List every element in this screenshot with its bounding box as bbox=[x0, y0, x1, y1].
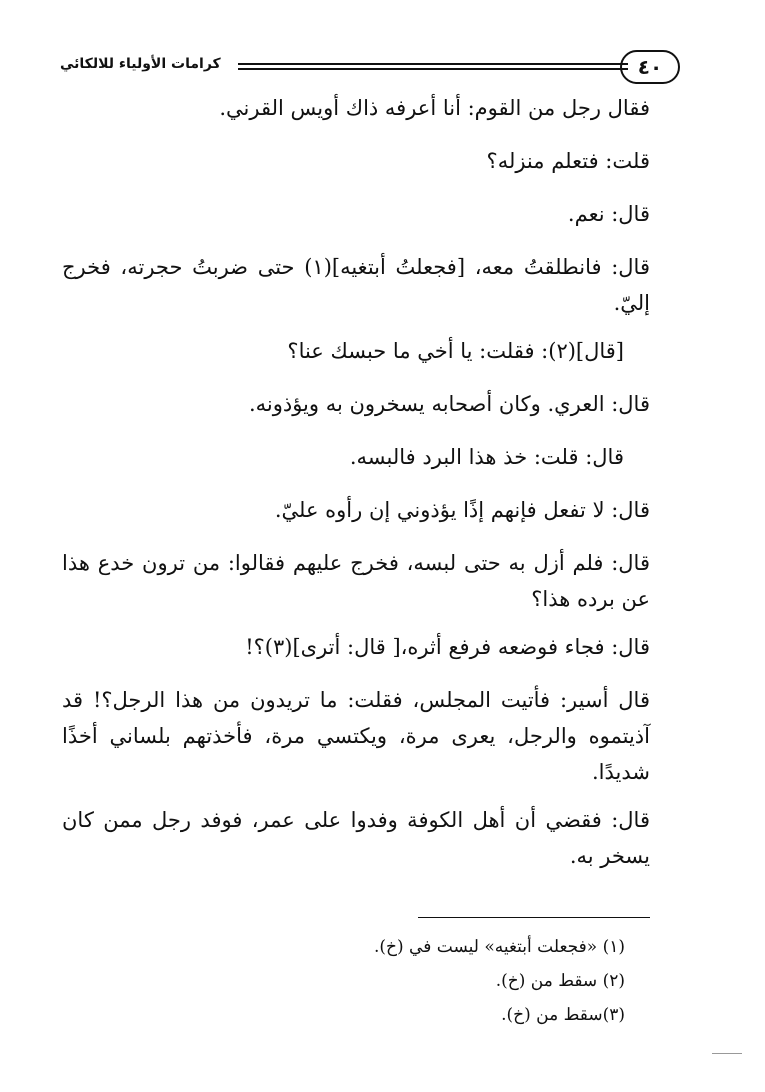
page-header bbox=[60, 50, 680, 90]
paragraph: قال: العري. وكان أصحابه يسخرون به ويؤذونه. bbox=[248, 392, 650, 416]
footnote: (٣)سقط من (خ). bbox=[501, 1005, 625, 1025]
footnote: (٢) سقط من (خ). bbox=[495, 971, 625, 991]
main-text bbox=[62, 90, 650, 891]
footnote-separator bbox=[418, 917, 650, 918]
paragraph: قال: فقضي أن أهل الكوفة وفدوا على عمر، فوفد رجل ممن كان يسخر به. bbox=[62, 808, 650, 868]
paragraph: فقال رجل من القوم: أنا أعرفه ذاك أويس القرني. bbox=[219, 96, 650, 120]
scan-mark bbox=[712, 1053, 742, 1054]
footnote: (١) «فجعلت أبتغيه» ليست في (خ). bbox=[374, 937, 625, 957]
paragraph: قال: نعم. bbox=[567, 202, 650, 226]
paragraph: قال: فانطلقتُ معه، [فجعلتُ أبتغيه](١) حتى ضربتُ حجرته، فخرج إليّ. bbox=[62, 255, 650, 315]
running-title: كرامات الأولياء للالكائي bbox=[60, 56, 221, 72]
paragraph: قال أسير: فأتيت المجلس، فقلت: ما تريدون من هذا الرجل؟! قد آذيتموه والرجل، يعرى مرة، ويكتسي مرة، فأخذتهم بلساني أخذًا شديدًا. bbox=[62, 688, 650, 784]
paragraph: قلت: فتعلم منزله؟ bbox=[486, 149, 650, 173]
paragraph: قال: فلم أزل به حتى لبسه، فخرج عليهم فقالوا: من ترون خدع هذا عن برده هذا؟ bbox=[62, 551, 650, 611]
paragraph: قال: قلت: خذ هذا البرد فالبسه. bbox=[349, 445, 624, 469]
header-double-rule bbox=[238, 63, 628, 70]
paragraph: قال: لا تفعل فإنهم إذًا يؤذوني إن رأوه عليّ. bbox=[274, 498, 650, 522]
footnotes bbox=[300, 930, 625, 1032]
paragraph: [قال](٢): فقلت: يا أخي ما حبسك عنا؟ bbox=[287, 339, 624, 363]
paragraph: قال: فجاء فوضعه فرفع أثره،[ قال: أترى](٣)؟! bbox=[245, 635, 650, 659]
page-number: ٤٠ bbox=[620, 50, 680, 84]
